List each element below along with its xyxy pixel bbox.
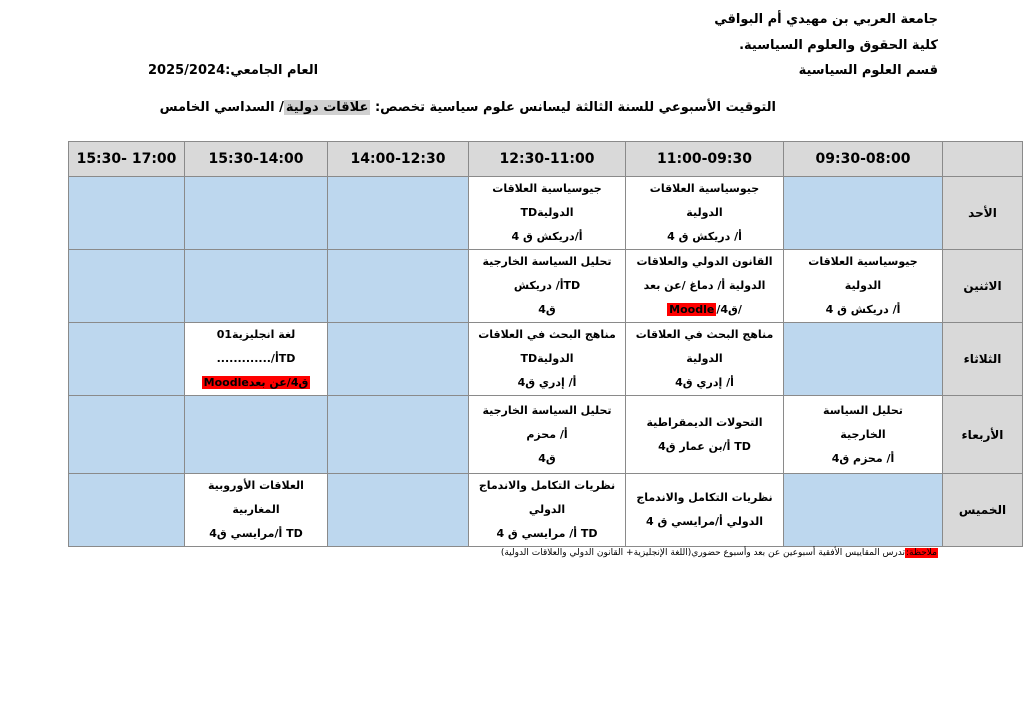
empty-slot <box>69 250 185 323</box>
course-line: الخارجية <box>840 427 886 441</box>
course-line <box>626 298 783 322</box>
online-badge: Moodle <box>669 303 715 316</box>
day-row <box>69 323 1023 396</box>
course-line: تحليل السياسة الخارجية <box>482 255 612 268</box>
empty-slot <box>784 323 943 396</box>
course-line: ق4 <box>538 451 556 465</box>
course-line: أ/ محزم ق4 <box>831 451 895 465</box>
course-cell <box>469 177 626 250</box>
course-line: أ/ إدري ق4 <box>675 376 734 389</box>
course-line: جيوسياسية العلاقات <box>492 182 602 195</box>
course-line: الدولية <box>686 206 723 219</box>
course-line: الدولية <box>686 352 723 365</box>
course-line: جيوسياسية العلاقات <box>649 182 760 195</box>
course-line: العلاقات الأوروبية <box>208 479 304 492</box>
course-cell <box>784 396 943 474</box>
online-badge: ق4/عن بعدMoodle <box>203 376 309 389</box>
day-label: الاثنين <box>943 250 1023 323</box>
time-header: 15:30-14:00 <box>185 142 328 177</box>
course-line: نظريات التكامل والاندماج <box>478 479 616 492</box>
day-row <box>69 474 1023 547</box>
empty-slot <box>784 177 943 250</box>
schedule-title <box>160 100 776 115</box>
empty-slot <box>69 474 185 547</box>
empty-slot <box>784 474 943 547</box>
day-label: الأحد <box>943 177 1023 250</box>
course-line: الدولية <box>844 279 882 292</box>
time-header: 14:00-12:30 <box>328 142 469 177</box>
empty-slot <box>328 250 469 323</box>
empty-slot <box>328 396 469 474</box>
course-line: مناهج البحث في العلاقات <box>635 328 774 341</box>
university-name: جامعة العربي بن مهيدي أم البواقي <box>714 12 938 27</box>
course-cell <box>626 474 784 547</box>
corner-cell <box>943 142 1023 177</box>
course-cell <box>185 323 328 396</box>
note-text: تدرس المقاييس الأفقية أسبوعين عن بعد وأسبوع حضوري(اللغة الإنجليزية+ القانون الدولي والعلاقات الدولية) <box>500 548 905 558</box>
schedule-table <box>68 141 1023 547</box>
course-cell <box>626 323 784 396</box>
course-cell <box>626 250 784 323</box>
footnote <box>501 548 938 558</box>
course-cell <box>626 396 784 474</box>
course-line: ق4 <box>538 303 556 316</box>
course-line: TD أ/بن عمار ق4 <box>658 439 751 453</box>
course-cell <box>784 250 943 323</box>
note-label: ملاحظة: <box>906 548 937 558</box>
empty-slot <box>185 396 328 474</box>
day-label: الخميس <box>943 474 1023 547</box>
course-line: التحولات الديمقراطية <box>646 415 763 429</box>
course-line: TD أ/مرايسي ق4 <box>209 527 303 540</box>
empty-slot <box>69 396 185 474</box>
time-header: 11:00-09:30 <box>626 142 784 177</box>
course-line: لغة انجليزية01 <box>216 328 296 341</box>
time-header: 12:30-11:00 <box>469 142 626 177</box>
time-header: 09:30-08:00 <box>784 142 943 177</box>
course-line: TDأ/............. <box>216 352 296 365</box>
course-line: الدوليةTD <box>520 352 574 365</box>
course-cell <box>469 474 626 547</box>
room-label: /ق4/ <box>716 303 742 316</box>
faculty-name: كلية الحقوق والعلوم السياسية. <box>739 38 938 53</box>
course-line: الدولية أ/ دماغ /عن بعد <box>643 279 766 292</box>
course-line: الدوليةTD <box>520 206 574 219</box>
course-cell <box>469 250 626 323</box>
course-line: أ/ إدري ق4 <box>517 376 577 389</box>
course-line: المغاربية <box>232 503 280 516</box>
course-line: أ/ محزم <box>526 427 568 441</box>
course-line: TD أ/ مرايسي ق 4 <box>496 527 598 540</box>
title-prefix: التوقيت الأسبوعي للسنة الثالثة ليسانس علوم سياسية تخصص: <box>370 100 776 115</box>
time-header: 17:00 -15:30 <box>69 142 185 177</box>
course-cell <box>626 177 784 250</box>
course-line: الدولي <box>528 503 566 516</box>
course-line: أ/ دريكش ق 4 <box>825 303 901 316</box>
course-line: جيوسياسية العلاقات <box>808 255 918 268</box>
course-line: تحليل السياسة الخارجية <box>482 403 612 417</box>
title-suffix: / السداسي الخامس <box>159 100 284 115</box>
empty-slot <box>328 177 469 250</box>
course-cell <box>469 396 626 474</box>
empty-slot <box>328 474 469 547</box>
course-line: تحليل السياسة <box>823 403 903 417</box>
course-line: الدولي أ/مرايسي ق 4 <box>646 515 763 528</box>
course-line: TDأ/ دريكش <box>513 279 581 292</box>
empty-slot <box>69 177 185 250</box>
day-row <box>69 177 1023 250</box>
empty-slot <box>185 250 328 323</box>
day-row <box>69 250 1023 323</box>
day-row <box>69 396 1023 474</box>
time-header-row <box>69 142 1023 177</box>
empty-slot <box>185 177 328 250</box>
course-cell <box>185 474 328 547</box>
course-line: نظريات التكامل والاندماج <box>636 491 773 504</box>
course-line <box>185 371 327 395</box>
empty-slot <box>69 323 185 396</box>
course-line: أ/ دريكش ق 4 <box>667 230 742 243</box>
academic-year: العام الجامعي:2025/2024 <box>148 63 319 78</box>
day-label: الأربعاء <box>943 396 1023 474</box>
course-cell <box>469 323 626 396</box>
department-name: قسم العلوم السياسية <box>798 63 938 78</box>
course-line: أ/دريكش ق 4 <box>511 230 583 243</box>
course-line: القانون الدولي والعلاقات <box>636 255 773 268</box>
course-line: مناهج البحث في العلاقات <box>478 328 616 341</box>
empty-slot <box>328 323 469 396</box>
title-specialty: علاقات دولية <box>285 100 369 115</box>
day-label: الثلاثاء <box>943 323 1023 396</box>
